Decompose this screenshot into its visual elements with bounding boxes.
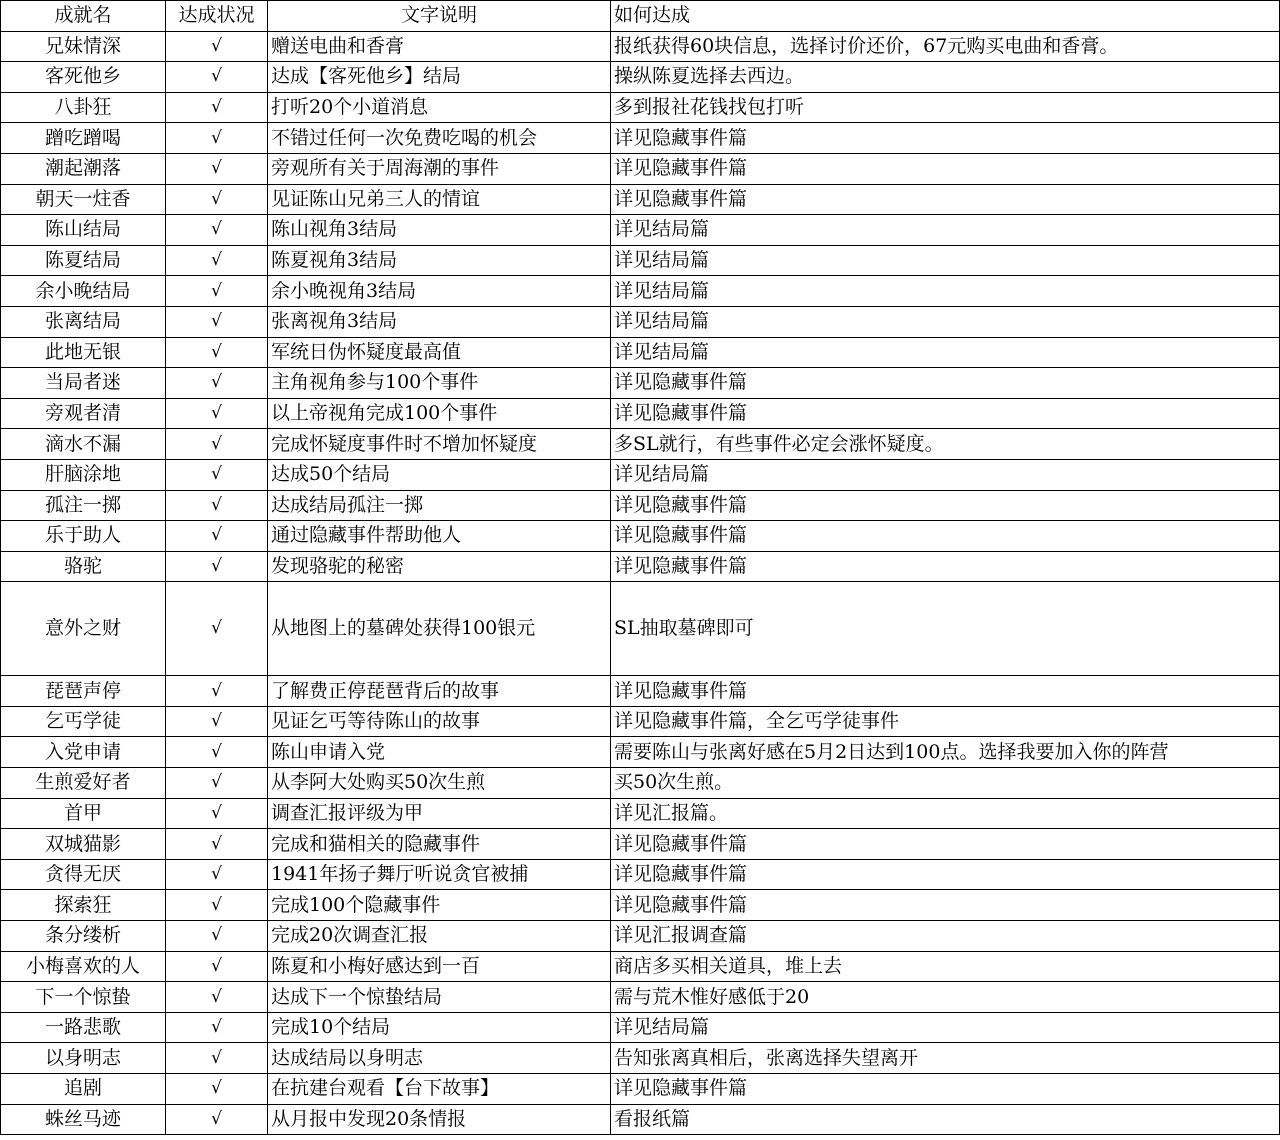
table-row: [1, 306, 1280, 337]
how-to-achieve-cell: SL抽取墓碑即可: [611, 582, 1280, 676]
description-cell: 陈夏和小梅好感达到一百: [268, 951, 611, 982]
achievement-name-cell: 骆驼: [1, 551, 166, 582]
status-cell: √: [166, 215, 268, 246]
status-cell: √: [166, 276, 268, 307]
how-to-achieve-cell: 多SL就行，有些事件必定会涨怀疑度。: [611, 429, 1280, 460]
description-cell: 从月报中发现20条情报: [268, 1104, 611, 1135]
description-cell: 了解费正停琵琶背后的故事: [268, 676, 611, 707]
status-cell: √: [166, 521, 268, 552]
table-row: [1, 859, 1280, 890]
how-to-achieve-cell: 详见隐藏事件篇: [611, 1074, 1280, 1105]
description-cell: 达成下一个惊蛰结局: [268, 982, 611, 1013]
status-cell: √: [166, 706, 268, 737]
status-cell: √: [166, 429, 268, 460]
table-row: [1, 215, 1280, 246]
status-cell: √: [166, 1104, 268, 1135]
status-cell: √: [166, 768, 268, 799]
achievement-name-cell: 朝天一炷香: [1, 184, 166, 215]
description-cell: 陈山申请入党: [268, 737, 611, 768]
description-cell: 张离视角3结局: [268, 306, 611, 337]
status-cell: √: [166, 490, 268, 521]
achievement-name-cell: 乐于助人: [1, 521, 166, 552]
how-to-achieve-cell: 详见隐藏事件篇: [611, 676, 1280, 707]
table-row: [1, 551, 1280, 582]
description-cell: 完成100个隐藏事件: [268, 890, 611, 921]
status-cell: √: [166, 1012, 268, 1043]
table-row: [1, 153, 1280, 184]
how-to-achieve-cell: 多到报社花钱找包打听: [611, 92, 1280, 123]
description-cell: 发现骆驼的秘密: [268, 551, 611, 582]
how-to-achieve-cell: 详见结局篇: [611, 276, 1280, 307]
how-to-achieve-cell: 详见隐藏事件篇: [611, 829, 1280, 860]
achievement-name-cell: 条分缕析: [1, 921, 166, 952]
achievement-name-cell: 双城猫影: [1, 829, 166, 860]
table-row: [1, 276, 1280, 307]
table-row: [1, 676, 1280, 707]
description-cell: 主角视角参与100个事件: [268, 368, 611, 399]
table-row: [1, 490, 1280, 521]
table-row: [1, 1012, 1280, 1043]
table-row: [1, 92, 1280, 123]
table-row: [1, 768, 1280, 799]
status-cell: √: [166, 1043, 268, 1074]
how-to-achieve-cell: 详见隐藏事件篇: [611, 184, 1280, 215]
achievement-name-cell: 兄妹情深: [1, 31, 166, 62]
description-cell: 陈夏视角3结局: [268, 245, 611, 276]
how-to-achieve-cell: 详见结局篇: [611, 215, 1280, 246]
achievement-name-cell: 琵琶声停: [1, 676, 166, 707]
achievement-name-cell: 此地无银: [1, 337, 166, 368]
status-cell: √: [166, 737, 268, 768]
header-how: 如何达成: [611, 1, 1280, 32]
table-row: [1, 429, 1280, 460]
table-row: [1, 521, 1280, 552]
status-cell: √: [166, 306, 268, 337]
description-cell: 1941年扬子舞厅听说贪官被捕: [268, 859, 611, 890]
table-row: [1, 890, 1280, 921]
achievement-name-cell: 蹭吃蹭喝: [1, 123, 166, 154]
description-cell: 达成结局以身明志: [268, 1043, 611, 1074]
table-row: [1, 123, 1280, 154]
how-to-achieve-cell: 详见结局篇: [611, 245, 1280, 276]
table-row: [1, 1043, 1280, 1074]
status-cell: √: [166, 92, 268, 123]
description-cell: 陈山视角3结局: [268, 215, 611, 246]
description-cell: 余小晚视角3结局: [268, 276, 611, 307]
how-to-achieve-cell: 详见隐藏事件篇: [611, 551, 1280, 582]
table-row: [1, 798, 1280, 829]
how-to-achieve-cell: 需要陈山与张离好感在5月2日达到100点。选择我要加入你的阵营: [611, 737, 1280, 768]
achievement-name-cell: 追剧: [1, 1074, 166, 1105]
how-to-achieve-cell: 买50次生煎。: [611, 768, 1280, 799]
achievement-name-cell: 意外之财: [1, 582, 166, 676]
status-cell: √: [166, 798, 268, 829]
description-cell: 从地图上的墓碑处获得100银元: [268, 582, 611, 676]
how-to-achieve-cell: 详见隐藏事件篇: [611, 123, 1280, 154]
header-name: 成就名: [1, 1, 166, 32]
status-cell: √: [166, 951, 268, 982]
status-cell: √: [166, 123, 268, 154]
how-to-achieve-cell: 详见隐藏事件篇: [611, 398, 1280, 429]
table-row: [1, 921, 1280, 952]
status-cell: √: [166, 153, 268, 184]
description-cell: 完成10个结局: [268, 1012, 611, 1043]
status-cell: √: [166, 859, 268, 890]
status-cell: √: [166, 398, 268, 429]
how-to-achieve-cell: 看报纸篇: [611, 1104, 1280, 1135]
achievement-name-cell: 一路悲歌: [1, 1012, 166, 1043]
status-cell: √: [166, 337, 268, 368]
status-cell: √: [166, 829, 268, 860]
achievement-name-cell: 旁观者清: [1, 398, 166, 429]
status-cell: √: [166, 890, 268, 921]
table-row: [1, 982, 1280, 1013]
how-to-achieve-cell: 告知张离真相后，张离选择失望离开: [611, 1043, 1280, 1074]
achievement-name-cell: 首甲: [1, 798, 166, 829]
table-row: [1, 62, 1280, 93]
achievement-name-cell: 张离结局: [1, 306, 166, 337]
description-cell: 以上帝视角完成100个事件: [268, 398, 611, 429]
table-row: [1, 829, 1280, 860]
status-cell: √: [166, 245, 268, 276]
table-row: [1, 737, 1280, 768]
table-row: [1, 459, 1280, 490]
achievement-name-cell: 当局者迷: [1, 368, 166, 399]
how-to-achieve-cell: 报纸获得60块信息，选择讨价还价，67元购买电曲和香膏。: [611, 31, 1280, 62]
description-cell: 不错过任何一次免费吃喝的机会: [268, 123, 611, 154]
status-cell: √: [166, 582, 268, 676]
how-to-achieve-cell: 详见隐藏事件篇，全乞丐学徒事件: [611, 706, 1280, 737]
table-row: [1, 1104, 1280, 1135]
how-to-achieve-cell: 详见隐藏事件篇: [611, 859, 1280, 890]
achievement-name-cell: 潮起潮落: [1, 153, 166, 184]
how-to-achieve-cell: 商店多买相关道具，堆上去: [611, 951, 1280, 982]
achievement-name-cell: 生煎爱好者: [1, 768, 166, 799]
header-status: 达成状况: [166, 1, 268, 32]
achievement-name-cell: 肝脑涂地: [1, 459, 166, 490]
table-row: [1, 706, 1280, 737]
achievement-name-cell: 滴水不漏: [1, 429, 166, 460]
achievement-name-cell: 陈山结局: [1, 215, 166, 246]
description-cell: 在抗建台观看【台下故事】: [268, 1074, 611, 1105]
description-cell: 完成和猫相关的隐藏事件: [268, 829, 611, 860]
how-to-achieve-cell: 详见隐藏事件篇: [611, 153, 1280, 184]
how-to-achieve-cell: 操纵陈夏选择去西边。: [611, 62, 1280, 93]
achievement-name-cell: 客死他乡: [1, 62, 166, 93]
table-row: [1, 184, 1280, 215]
achievement-name-cell: 下一个惊蛰: [1, 982, 166, 1013]
status-cell: √: [166, 551, 268, 582]
table-row: [1, 398, 1280, 429]
how-to-achieve-cell: 详见结局篇: [611, 1012, 1280, 1043]
table-row: [1, 337, 1280, 368]
status-cell: √: [166, 62, 268, 93]
header-description: 文字说明: [268, 1, 611, 32]
table-row: [1, 368, 1280, 399]
table-row: [1, 31, 1280, 62]
description-cell: 达成结局孤注一掷: [268, 490, 611, 521]
header-row: [1, 1, 1280, 32]
status-cell: √: [166, 368, 268, 399]
description-cell: 旁观所有关于周海潮的事件: [268, 153, 611, 184]
table-row: [1, 582, 1280, 676]
table-body: [1, 31, 1280, 1135]
achievement-name-cell: 蛛丝马迹: [1, 1104, 166, 1135]
status-cell: √: [166, 31, 268, 62]
description-cell: 达成【客死他乡】结局: [268, 62, 611, 93]
table-row: [1, 245, 1280, 276]
status-cell: √: [166, 184, 268, 215]
table-row: [1, 1074, 1280, 1105]
table-row: [1, 951, 1280, 982]
description-cell: 见证陈山兄弟三人的情谊: [268, 184, 611, 215]
status-cell: √: [166, 1074, 268, 1105]
how-to-achieve-cell: 需与荒木惟好感低于20: [611, 982, 1280, 1013]
how-to-achieve-cell: 详见结局篇: [611, 306, 1280, 337]
achievement-name-cell: 陈夏结局: [1, 245, 166, 276]
achievement-name-cell: 入党申请: [1, 737, 166, 768]
description-cell: 赠送电曲和香膏: [268, 31, 611, 62]
status-cell: √: [166, 921, 268, 952]
description-cell: 从李阿大处购买50次生煎: [268, 768, 611, 799]
status-cell: √: [166, 676, 268, 707]
how-to-achieve-cell: 详见隐藏事件篇: [611, 521, 1280, 552]
how-to-achieve-cell: 详见汇报篇。: [611, 798, 1280, 829]
achievement-name-cell: 探索狂: [1, 890, 166, 921]
achievement-name-cell: 贪得无厌: [1, 859, 166, 890]
how-to-achieve-cell: 详见结局篇: [611, 337, 1280, 368]
description-cell: 完成怀疑度事件时不增加怀疑度: [268, 429, 611, 460]
description-cell: 军统日伪怀疑度最高值: [268, 337, 611, 368]
description-cell: 打听20个小道消息: [268, 92, 611, 123]
how-to-achieve-cell: 详见隐藏事件篇: [611, 368, 1280, 399]
achievement-name-cell: 以身明志: [1, 1043, 166, 1074]
achievement-name-cell: 孤注一掷: [1, 490, 166, 521]
description-cell: 达成50个结局: [268, 459, 611, 490]
achievement-name-cell: 小梅喜欢的人: [1, 951, 166, 982]
description-cell: 调查汇报评级为甲: [268, 798, 611, 829]
how-to-achieve-cell: 详见汇报调查篇: [611, 921, 1280, 952]
status-cell: √: [166, 459, 268, 490]
description-cell: 完成20次调查汇报: [268, 921, 611, 952]
how-to-achieve-cell: 详见结局篇: [611, 459, 1280, 490]
achievement-name-cell: 八卦狂: [1, 92, 166, 123]
achievement-name-cell: 乞丐学徒: [1, 706, 166, 737]
how-to-achieve-cell: 详见隐藏事件篇: [611, 890, 1280, 921]
status-cell: √: [166, 982, 268, 1013]
description-cell: 见证乞丐等待陈山的故事: [268, 706, 611, 737]
how-to-achieve-cell: 详见隐藏事件篇: [611, 490, 1280, 521]
achievement-name-cell: 余小晚结局: [1, 276, 166, 307]
description-cell: 通过隐藏事件帮助他人: [268, 521, 611, 552]
